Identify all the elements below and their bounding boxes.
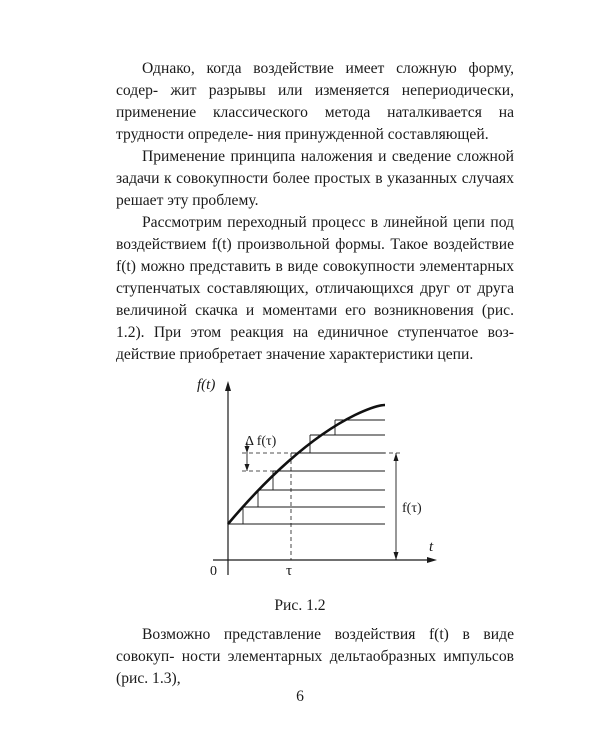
paragraph-1: Однако, когда воздействие имеет сложную форму, содер- жит разрывы или изменяется непериодически, применение классического метода наталкивается на трудности определе- ния принужденной составляющей. — [116, 60, 514, 143]
value-arrow-bottom — [394, 552, 399, 560]
figure-1-2 — [195, 375, 455, 585]
paragraph-3: Рассмотрим переходный процесс в линейной цепи под воздействием f(t) произвольной формы. Такое воздействие f(t) можно представить в виде совокупности элементарных ступенчатых составляющих, отличающихся друг от друга величиной скачка и моментами его возникновения (рис. 1.2). При этом реакция на единичное ступенчатое воз- действие приобретает значение характеристики цепи. — [116, 214, 514, 363]
value-arrow-top — [394, 453, 399, 461]
x-axis-label: t — [429, 539, 434, 555]
delta-arrow-bottom — [245, 464, 250, 471]
origin-label: 0 — [210, 564, 217, 579]
figure-caption: Рис. 1.2 — [274, 597, 326, 614]
page-number: 6 — [296, 688, 304, 705]
paragraph-2: Применение принципа наложения и сведение сложной задачи к совокупности более простых в указанных случаях решает эту проблему. — [116, 148, 514, 209]
y-axis-label: f(t) — [197, 377, 216, 393]
x-axis-arrow — [427, 557, 437, 563]
y-axis-arrow — [225, 381, 231, 391]
paragraph-4: Возможно представление воздействия f(t) в виде совокуп- ности элементарных дельтаобразных импульсов (рис. 1.3), — [116, 626, 514, 687]
tau-guides — [242, 453, 400, 560]
delta-label: Δ f(τ) — [245, 434, 277, 449]
tau-label: τ — [286, 563, 293, 579]
function-curve — [228, 405, 385, 524]
value-label: f(τ) — [402, 501, 422, 516]
step-approximation-diagram — [195, 375, 455, 585]
